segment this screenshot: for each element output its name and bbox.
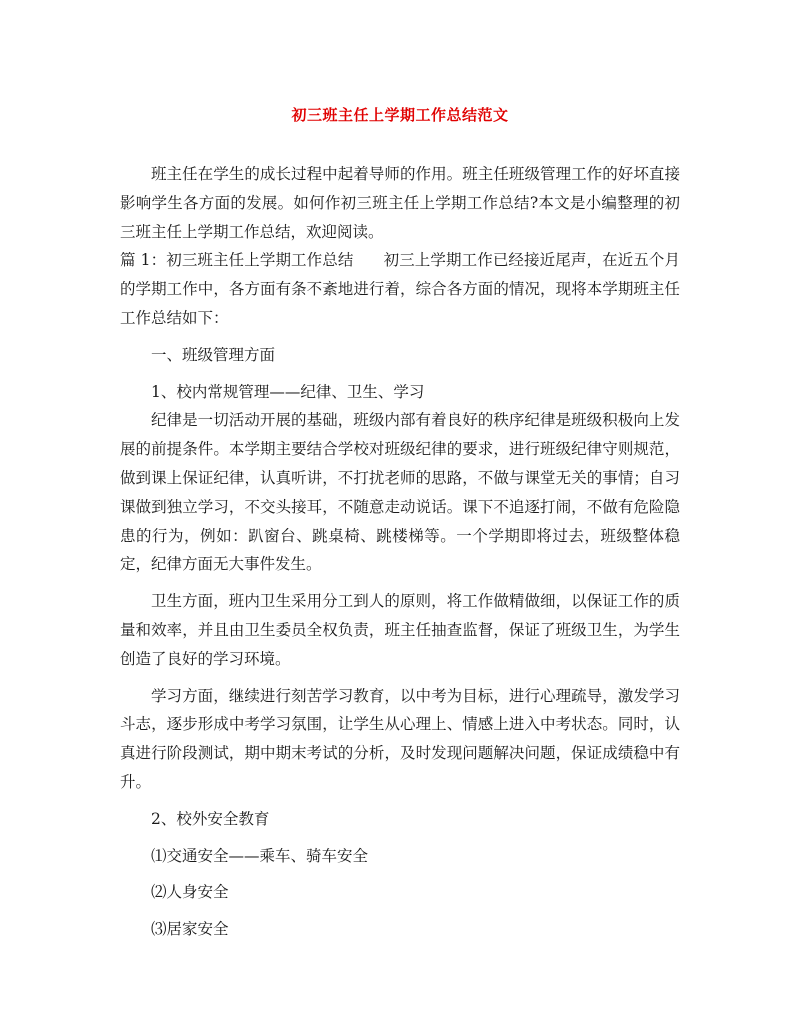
document-body <box>120 160 680 944</box>
intro-paragraph: 班主任在学生的成长过程中起着导师的作用。班主任班级管理工作的好坏直接影响学生各方面的发展。如何作初三班主任上学期工作总结?本文是小编整理的初三班主任上学期工作总结，欢迎阅读。 <box>120 165 680 241</box>
article-start-text: 初三上学期工作已经接近尾声，在近五个月的学期工作中，各方面有条不紊地进行着，综合各方面的情况，现将本学期班主任工作总结如下： <box>120 251 680 327</box>
discipline-paragraph: 纪律是一切活动开展的基础，班级内部有着良好的秩序纪律是班级积极向上发展的前提条件。本学期主要结合学校对班级纪律的要求，进行班级纪律守则规范，做到课上保证纪律，认真听讲，不打扰老师的思路，不做与课堂无关的事情；自习课做到独立学习，不交头接耳，不随意走动说话。课下不追逐打闹，不做有危险隐患的行为，例如：趴窗台、跳桌椅、跳楼梯等。一个学期即将过去，班级整体稳定，纪律方面无大事件发生。 <box>120 411 680 574</box>
section-heading: 一、班级管理方面 <box>151 345 276 364</box>
list-item: ⑵人身安全 <box>151 883 229 902</box>
subsection-heading: 1、校内常规管理——纪律、卫生、学习 <box>151 382 425 401</box>
subsection-heading: 2、校外安全教育 <box>151 809 270 828</box>
article-label: 篇 1：初三班主任上学期工作总结 <box>120 251 354 270</box>
hygiene-paragraph: 卫生方面，班内卫生采用分工到人的原则，将工作做精做细，以保证工作的质量和效率，并且由卫生委员全权负责，班主任抽查监督，保证了班级卫生，为学生创造了良好的学习环境。 <box>120 592 680 668</box>
study-paragraph: 学习方面，继续进行刻苦学习教育，以中考为目标，进行心理疏导，激发学习斗志，逐步形成中考学习氛围，让学生从心理上、情感上进入中考状态。同时，认真进行阶段测试，期中期末考试的分析，及时发现问题解决问题，保证成绩稳中有升。 <box>120 686 680 791</box>
document-title: 初三班主任上学期工作总结范文 <box>291 106 509 124</box>
list-item: ⑴交通安全——乘车、骑车安全 <box>151 846 369 865</box>
list-item: ⑶居家安全 <box>151 920 229 939</box>
article-first-paragraph <box>120 246 680 332</box>
